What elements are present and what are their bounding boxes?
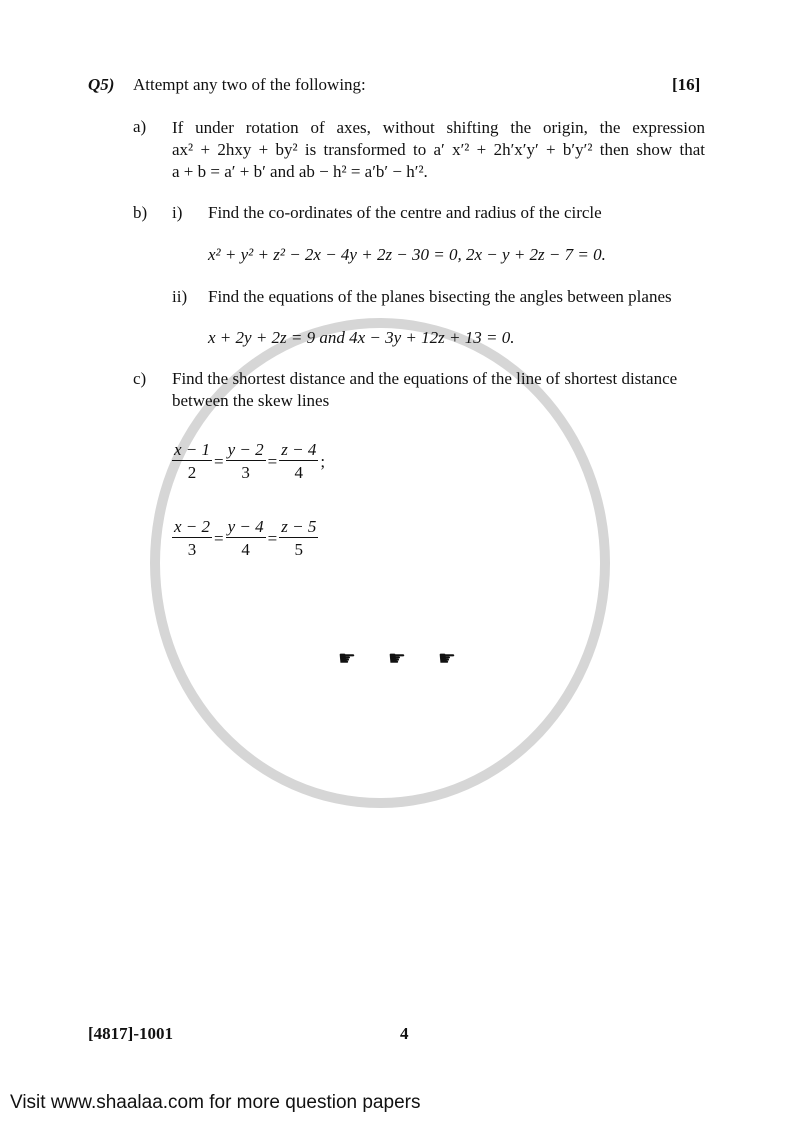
semicolon: ; bbox=[320, 451, 326, 471]
item-c-label: c) bbox=[133, 369, 147, 388]
item-b-i-label: i) bbox=[172, 203, 183, 222]
numerator: z − 4 bbox=[281, 440, 317, 459]
question-number: Q5) bbox=[88, 75, 115, 94]
numerator: x − 2 bbox=[174, 517, 211, 536]
numerator: y − 2 bbox=[227, 440, 264, 459]
item-b-i-text: Find the co-ordinates of the centre and radius of the circle bbox=[208, 203, 602, 222]
skew-line-2 bbox=[172, 517, 318, 560]
item-a-line-3: a + b = a′ + b′ and ab − h² = a′b′ − h′². bbox=[172, 162, 428, 181]
skew-line-1 bbox=[172, 440, 325, 483]
item-b-label: b) bbox=[133, 203, 148, 222]
equals-sign: = bbox=[214, 451, 224, 471]
pointing-hand-icon: ☛ bbox=[438, 648, 456, 670]
denominator: 4 bbox=[294, 463, 304, 482]
item-a-line-1: If under rotation of axes, without shifting the origin, the expression bbox=[172, 118, 705, 137]
denominator: 4 bbox=[241, 540, 250, 559]
item-b-ii-text: Find the equations of the planes bisecting the angles between planes bbox=[208, 287, 672, 306]
numerator: x − 1 bbox=[174, 440, 211, 459]
question-marks: [16] bbox=[672, 75, 701, 94]
fraction bbox=[279, 440, 318, 483]
denominator: 5 bbox=[294, 540, 304, 559]
equals-sign: = bbox=[267, 451, 278, 471]
question-instruction: Attempt any two of the following: bbox=[133, 75, 366, 94]
fraction bbox=[226, 517, 266, 560]
item-c-line-1: Find the shortest distance and the equations of the line of shortest distance bbox=[172, 369, 678, 388]
item-b-i-equation: x² + y² + z² − 2x − 4y + 2z − 30 = 0, 2x − y + 2z − 7 = 0. bbox=[208, 245, 606, 264]
item-a-label: a) bbox=[133, 117, 147, 136]
page-number: 4 bbox=[400, 1024, 409, 1043]
item-a-line-2: ax² + 2hxy + by² is transformed to a′ x′² + 2h′x′y′ + b′y′² then show that bbox=[172, 140, 705, 159]
pointing-hand-icon: ☛ bbox=[388, 648, 406, 670]
paper-code: [4817]-1001 bbox=[88, 1024, 173, 1043]
item-c-line-2: between the skew lines bbox=[172, 391, 330, 410]
fraction bbox=[172, 517, 212, 560]
equals-sign: = bbox=[214, 528, 224, 548]
pointing-hand-icon: ☛ bbox=[338, 648, 356, 670]
visit-link[interactable]: Visit www.shaalaa.com for more question papers bbox=[10, 1092, 421, 1113]
denominator: 3 bbox=[187, 540, 197, 559]
fraction bbox=[226, 440, 266, 483]
numerator: z − 5 bbox=[281, 517, 317, 536]
denominator: 2 bbox=[187, 463, 197, 482]
fraction bbox=[172, 440, 212, 483]
item-b-ii-label: ii) bbox=[172, 287, 188, 306]
numerator: y − 4 bbox=[227, 517, 264, 536]
equals-sign: = bbox=[267, 528, 278, 548]
fraction bbox=[279, 517, 318, 560]
denominator: 3 bbox=[241, 463, 250, 482]
item-b-ii-equation: x + 2y + 2z = 9 and 4x − 3y + 12z + 13 = 0. bbox=[208, 328, 515, 347]
